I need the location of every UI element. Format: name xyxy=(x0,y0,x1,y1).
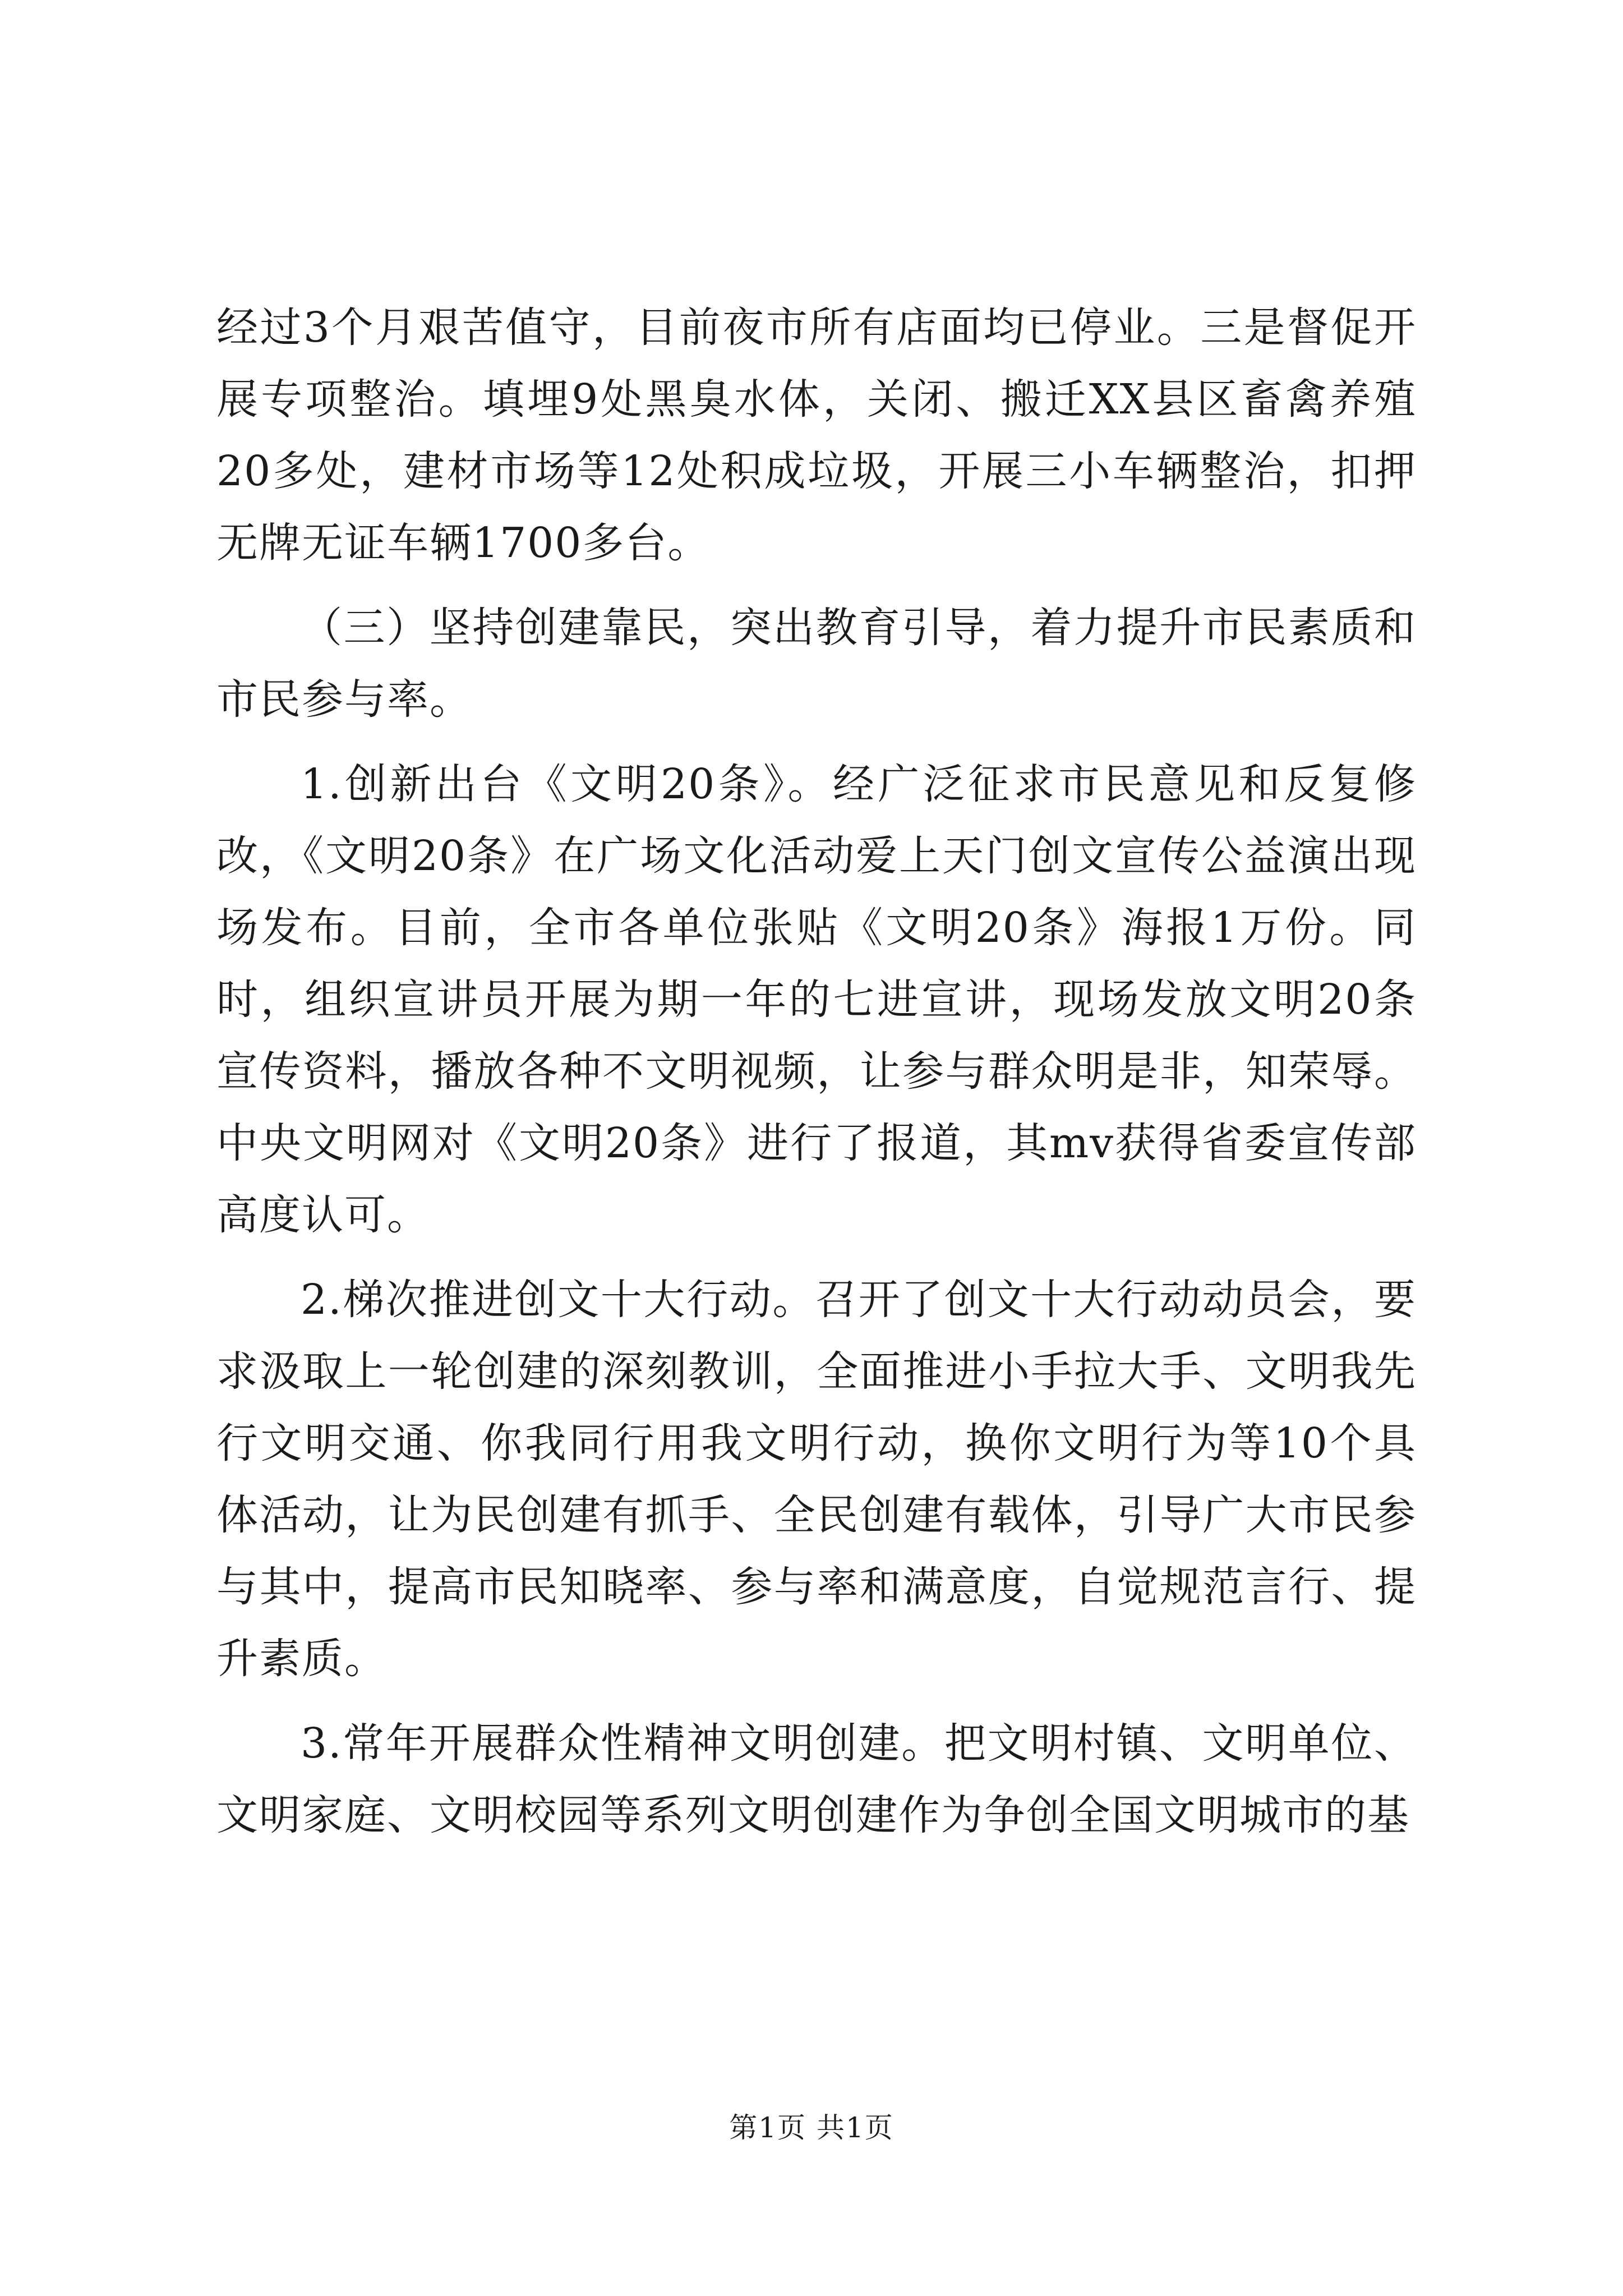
document-body xyxy=(216,292,1417,1864)
paragraph-item-2: 2.梯次推进创文十大行动。召开了创文十大行动动员会，要求汲取上一轮创建的深刻教训，全面推进小手拉大手、文明我先行文明交通、你我同行用我文明行动，换你文明行为等10个具体活动，让为民创建有抓手、全民创建有载体，引导广大市民参与其中，提高市民知晓率、参与率和满意度，自觉规范言行、提升素质。 xyxy=(216,1276,1417,1683)
section-heading-three: （三）坚持创建靠民，突出教育引导，着力提升市民素质和市民参与率。 xyxy=(216,604,1417,724)
paragraph-item-1: 1.创新出台《文明20条》。经广泛征求市民意见和反复修改，《文明20条》在广场文化活动爱上天门创文宣传公益演出现场发布。目前，全市各单位张贴《文明20条》海报1万份。同时，组织宣讲员开展为期一年的七进宣讲，现场发放文明20条宣传资料，播放各种不文明视频，让参与群众明是非，知荣辱。中央文明网对《文明20条》进行了报道，其mv获得省委宣传部高度认可。 xyxy=(216,760,1417,1239)
paragraph-continuation: 经过3个月艰苦值守，目前夜市所有店面均已停业。三是督促开展专项整治。填埋9处黑臭水体，关闭、搬迁XX县区畜禽养殖20多处，建材市场等12处积成垃圾，开展三小车辆整治，扣押无牌无证车辆1700多台。 xyxy=(216,303,1417,567)
page-footer: 第1页 共1页 xyxy=(729,2111,894,2144)
paragraph-item-3: 3.常年开展群众性精神文明创建。把文明村镇、文明单位、文明家庭、文明校园等系列文明创建作为争创全国文明城市的基 xyxy=(216,1719,1417,1839)
